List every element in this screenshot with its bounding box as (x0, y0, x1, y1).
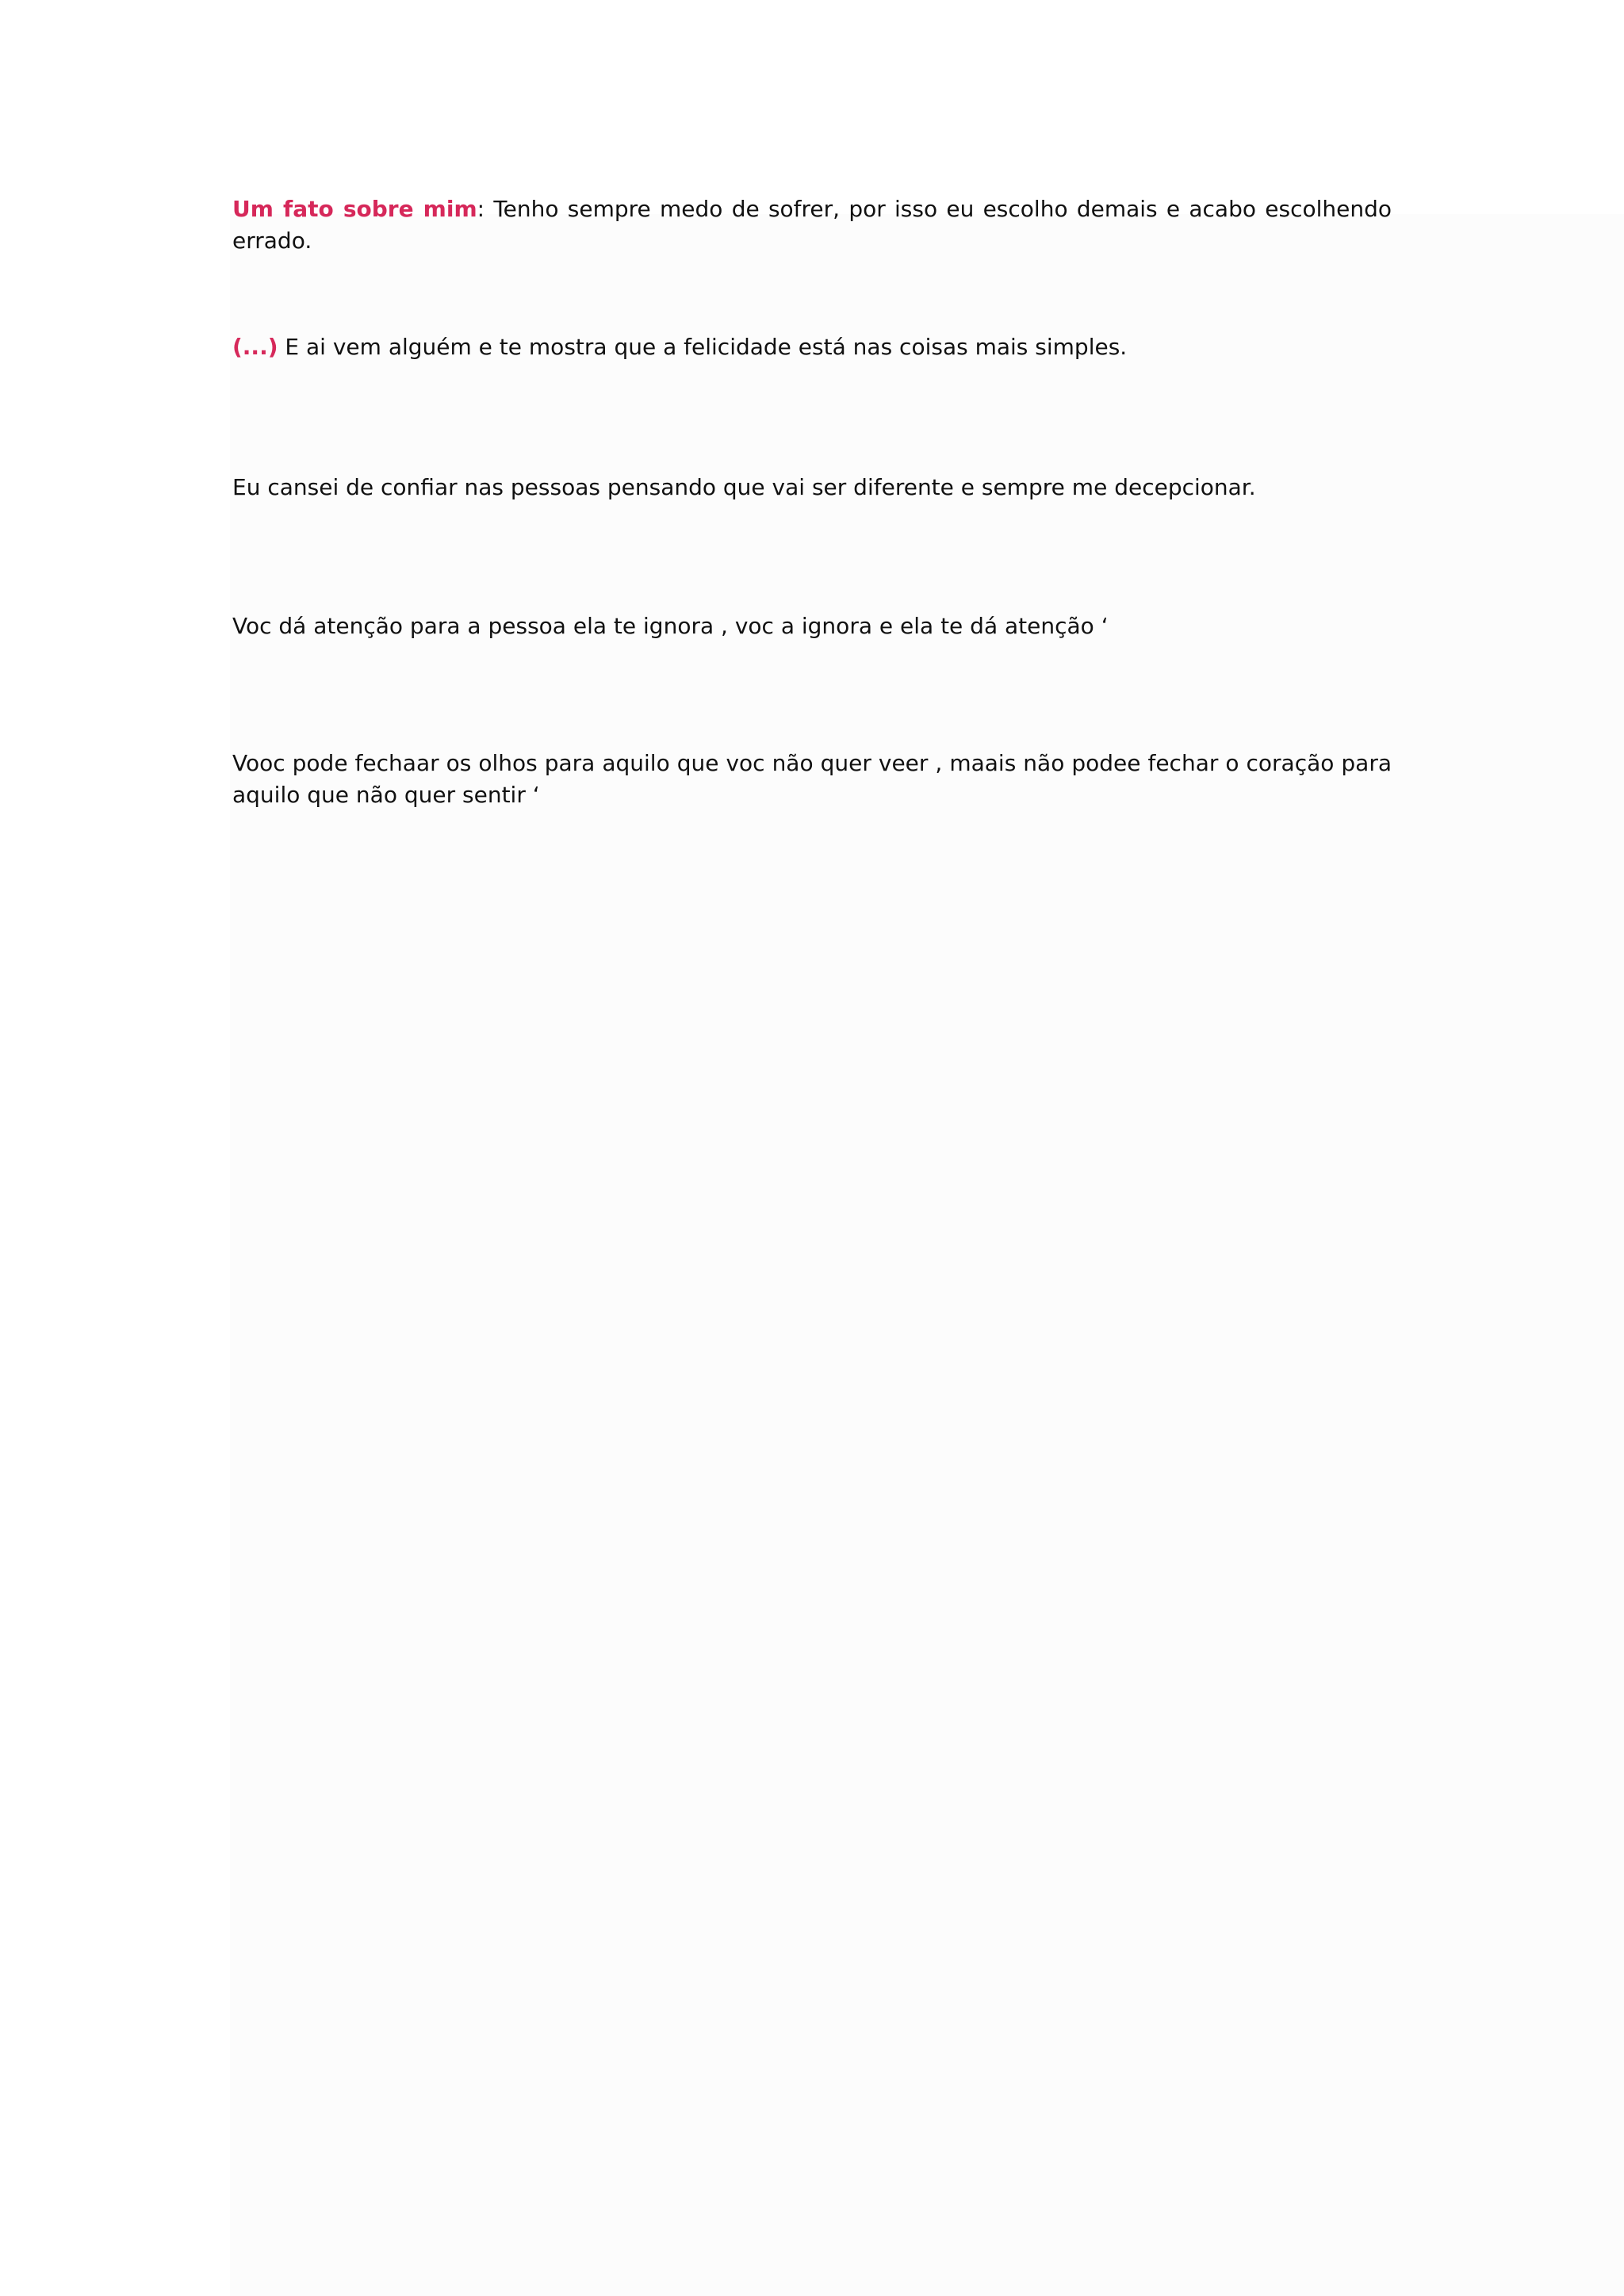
paragraph-happiness (232, 331, 1392, 363)
paragraph-lead: (...) (232, 334, 278, 360)
paragraph-text: Eu cansei de confiar nas pessoas pensando que vai ser diferente e sempre me decepcionar. (232, 474, 1256, 500)
paragraph-text: E ai vem alguém e te mostra que a felicidade está nas coisas mais simples. (278, 334, 1128, 360)
paragraph-close-eyes (232, 748, 1392, 811)
paragraph-text: Voc dá atenção para a pessoa ela te ignora , voc a ignora e ela te dá atenção ‘ (232, 613, 1109, 639)
page-shading (230, 214, 1624, 2296)
paragraph-attention (232, 610, 1392, 642)
paragraph-text: Tenho sempre medo de sofrer, por isso eu escolho demais e acabo escolhendo errado. (232, 196, 1392, 254)
paragraph-trust (232, 472, 1392, 503)
paragraph-text: Vooc pode fechaar os olhos para aquilo que voc não quer veer , maais não podee fechar o coração para aquilo que não quer sentir ‘ (232, 750, 1392, 808)
paragraph-lead-suffix: : (477, 196, 485, 222)
paragraph-lead: Um fato sobre mim (232, 196, 477, 222)
paragraph-fact-about-me (232, 193, 1392, 257)
